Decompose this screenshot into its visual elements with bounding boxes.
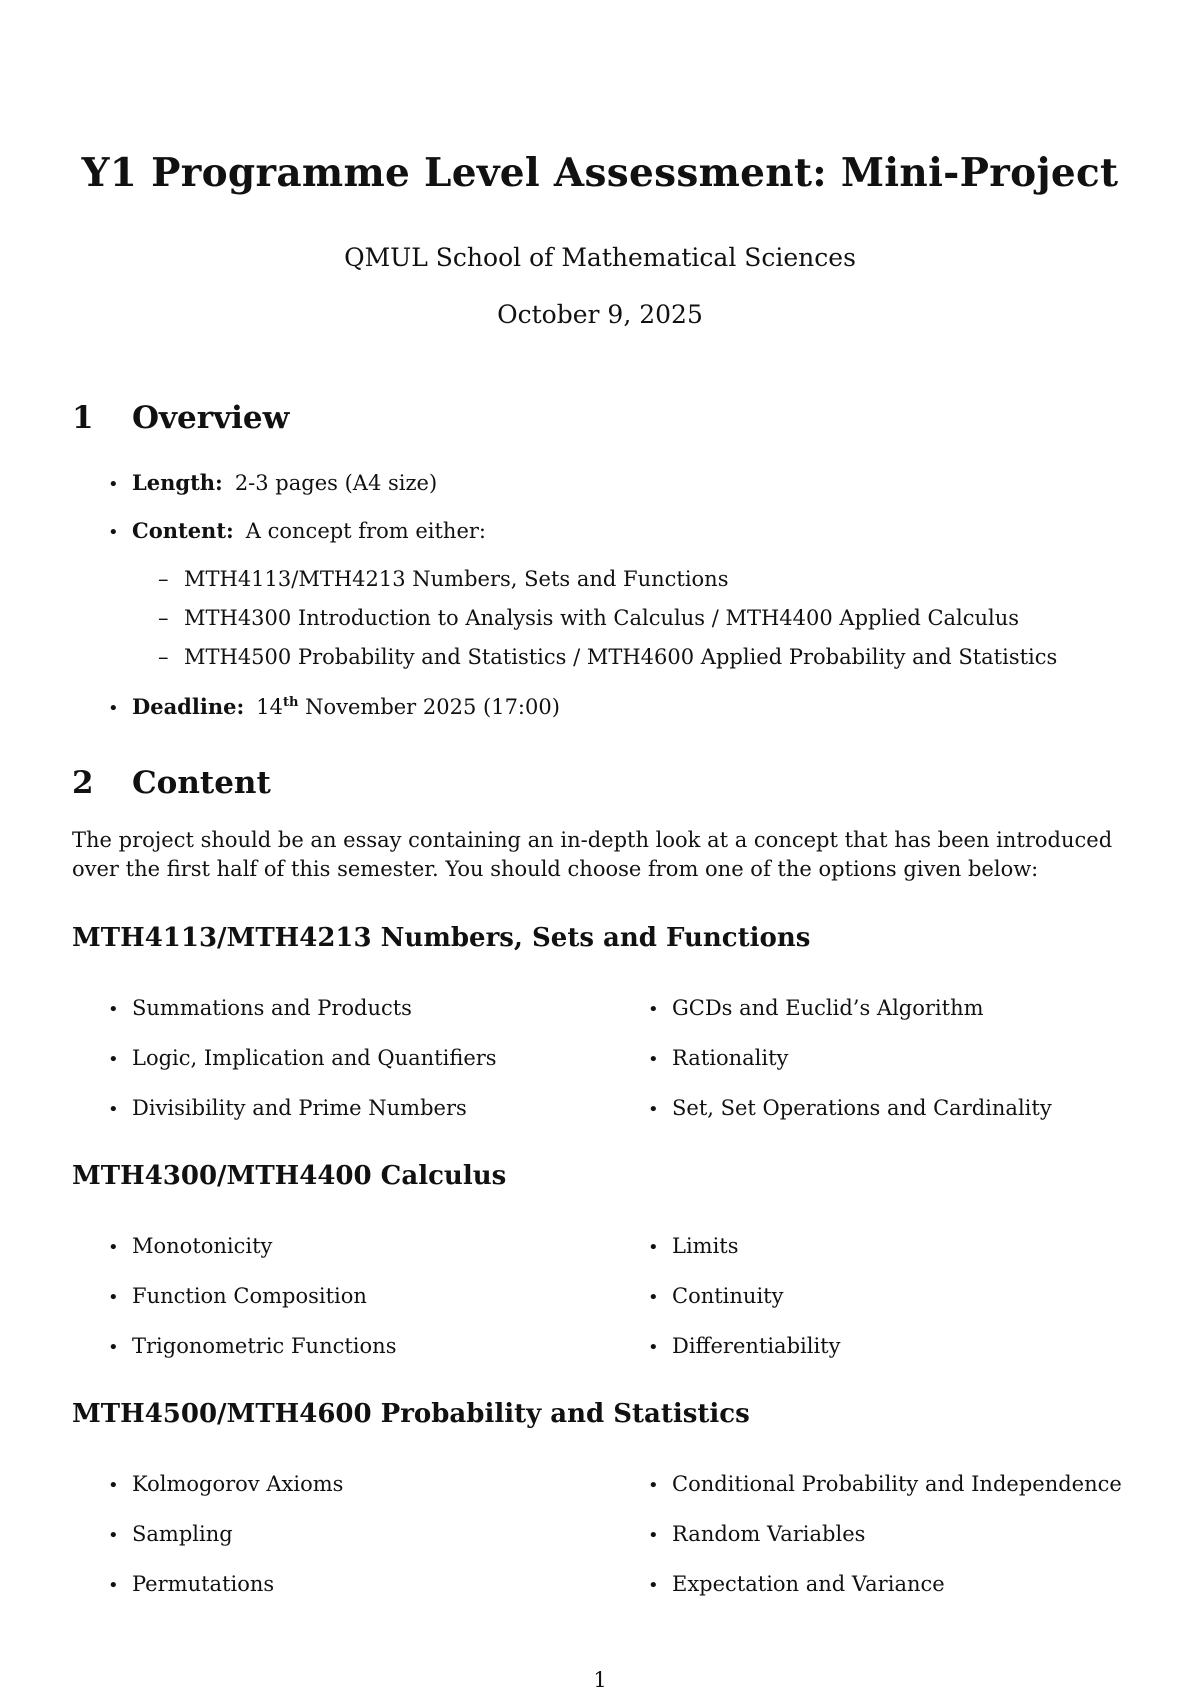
bullet-icon: •: [108, 522, 119, 543]
module-item: [158, 606, 1019, 630]
deadline-rest: November 2025 (17:00): [305, 695, 560, 719]
module-name: MTH4300 Introduction to Analysis with Calculus / MTH4400 Applied Calculus: [184, 606, 1020, 630]
overview-deadline-item: [108, 694, 560, 719]
section-overview-heading: [72, 400, 289, 436]
overview-length-item: [108, 470, 437, 495]
bullet-icon: •: [648, 1475, 659, 1496]
bullet-icon: •: [108, 1475, 119, 1496]
module-name: MTH4113/MTH4213 Numbers, Sets and Functions: [184, 567, 729, 591]
bullet-icon: •: [648, 1049, 659, 1070]
bullet-icon: •: [648, 1525, 659, 1546]
section-number: 2: [72, 765, 94, 801]
bullet-icon: •: [108, 1099, 119, 1120]
bullet-icon: •: [108, 1237, 119, 1258]
bullet-icon: •: [108, 1287, 119, 1308]
page-number: 1: [593, 1668, 607, 1692]
topic-item: • Random Variables: [648, 1522, 866, 1546]
length-value: 2-3 pages (A4 size): [234, 471, 438, 495]
bullet-icon: •: [108, 999, 119, 1020]
deadline-label: Deadline:: [132, 694, 245, 719]
bullet-icon: •: [108, 474, 119, 495]
bullet-icon: •: [648, 1337, 659, 1358]
topic-item: • Expectation and Variance: [648, 1572, 945, 1596]
topic-item: • Kolmogorov Axioms: [108, 1472, 344, 1496]
topic-item: • Set, Set Operations and Cardinality: [648, 1096, 1052, 1120]
topic-list-probability-statistics: [108, 1472, 1148, 1622]
length-label: Length:: [132, 470, 223, 495]
dash-icon: –: [158, 645, 169, 669]
topic-item: • Continuity: [648, 1284, 784, 1308]
topic-item: • Trigonometric Functions: [108, 1334, 397, 1358]
topic-item: • Logic, Implication and Quantifiers: [108, 1046, 497, 1070]
section-content-heading: [72, 765, 271, 801]
group-heading-numbers-sets-functions: MTH4113/MTH4213 Numbers, Sets and Functions: [72, 923, 811, 953]
topic-list-calculus: [108, 1234, 1148, 1384]
topic-item: • Permutations: [108, 1572, 275, 1596]
topic-item: • Conditional Probability and Independence: [648, 1472, 1122, 1496]
section-number: 1: [72, 400, 94, 436]
group-heading-calculus: MTH4300/MTH4400 Calculus: [72, 1161, 507, 1191]
topic-item: • Function Composition: [108, 1284, 367, 1308]
bullet-icon: •: [108, 698, 119, 719]
bullet-icon: •: [108, 1575, 119, 1596]
topic-item: • GCDs and Euclid’s Algorithm: [648, 996, 984, 1020]
topic-item: • Summations and Products: [108, 996, 412, 1020]
bullet-icon: •: [648, 1099, 659, 1120]
document-author: QMUL School of Mathematical Sciences: [344, 243, 856, 272]
content-label: Content:: [132, 518, 234, 543]
content-value: A concept from either:: [245, 519, 486, 543]
bullet-icon: •: [648, 999, 659, 1020]
topic-list-numbers-sets-functions: [108, 996, 1148, 1146]
topic-item: • Monotonicity: [108, 1234, 273, 1258]
deadline-ordinal: th: [282, 695, 299, 710]
bullet-icon: •: [648, 1287, 659, 1308]
topic-item: • Differentiability: [648, 1334, 841, 1358]
topic-item: • Divisibility and Prime Numbers: [108, 1096, 467, 1120]
deadline-day: 14: [256, 695, 283, 719]
section-title: Overview: [132, 400, 290, 436]
topic-item: • Limits: [648, 1234, 739, 1258]
bullet-icon: •: [108, 1049, 119, 1070]
overview-content-item: [108, 518, 486, 543]
document-title: Y1 Programme Level Assessment: Mini-Project: [81, 150, 1119, 196]
bullet-icon: •: [648, 1237, 659, 1258]
module-item: [158, 567, 728, 591]
content-paragraph: The project should be an essay containing an in-depth look at a concept that has been introduced over the first half of this semester. You should choose from one of the options given below:: [72, 828, 1113, 881]
dash-icon: –: [158, 606, 169, 630]
topic-item: • Sampling: [108, 1522, 233, 1546]
module-item: [158, 645, 1057, 669]
bullet-icon: •: [108, 1525, 119, 1546]
group-heading-probability-statistics: MTH4500/MTH4600 Probability and Statistics: [72, 1399, 750, 1429]
bullet-icon: •: [108, 1337, 119, 1358]
dash-icon: –: [158, 567, 169, 591]
document-date: October 9, 2025: [497, 300, 703, 329]
module-name: MTH4500 Probability and Statistics / MTH4600 Applied Probability and Statistics: [184, 645, 1058, 669]
bullet-icon: •: [648, 1575, 659, 1596]
section-title: Content: [132, 765, 271, 801]
topic-item: • Rationality: [648, 1046, 789, 1070]
